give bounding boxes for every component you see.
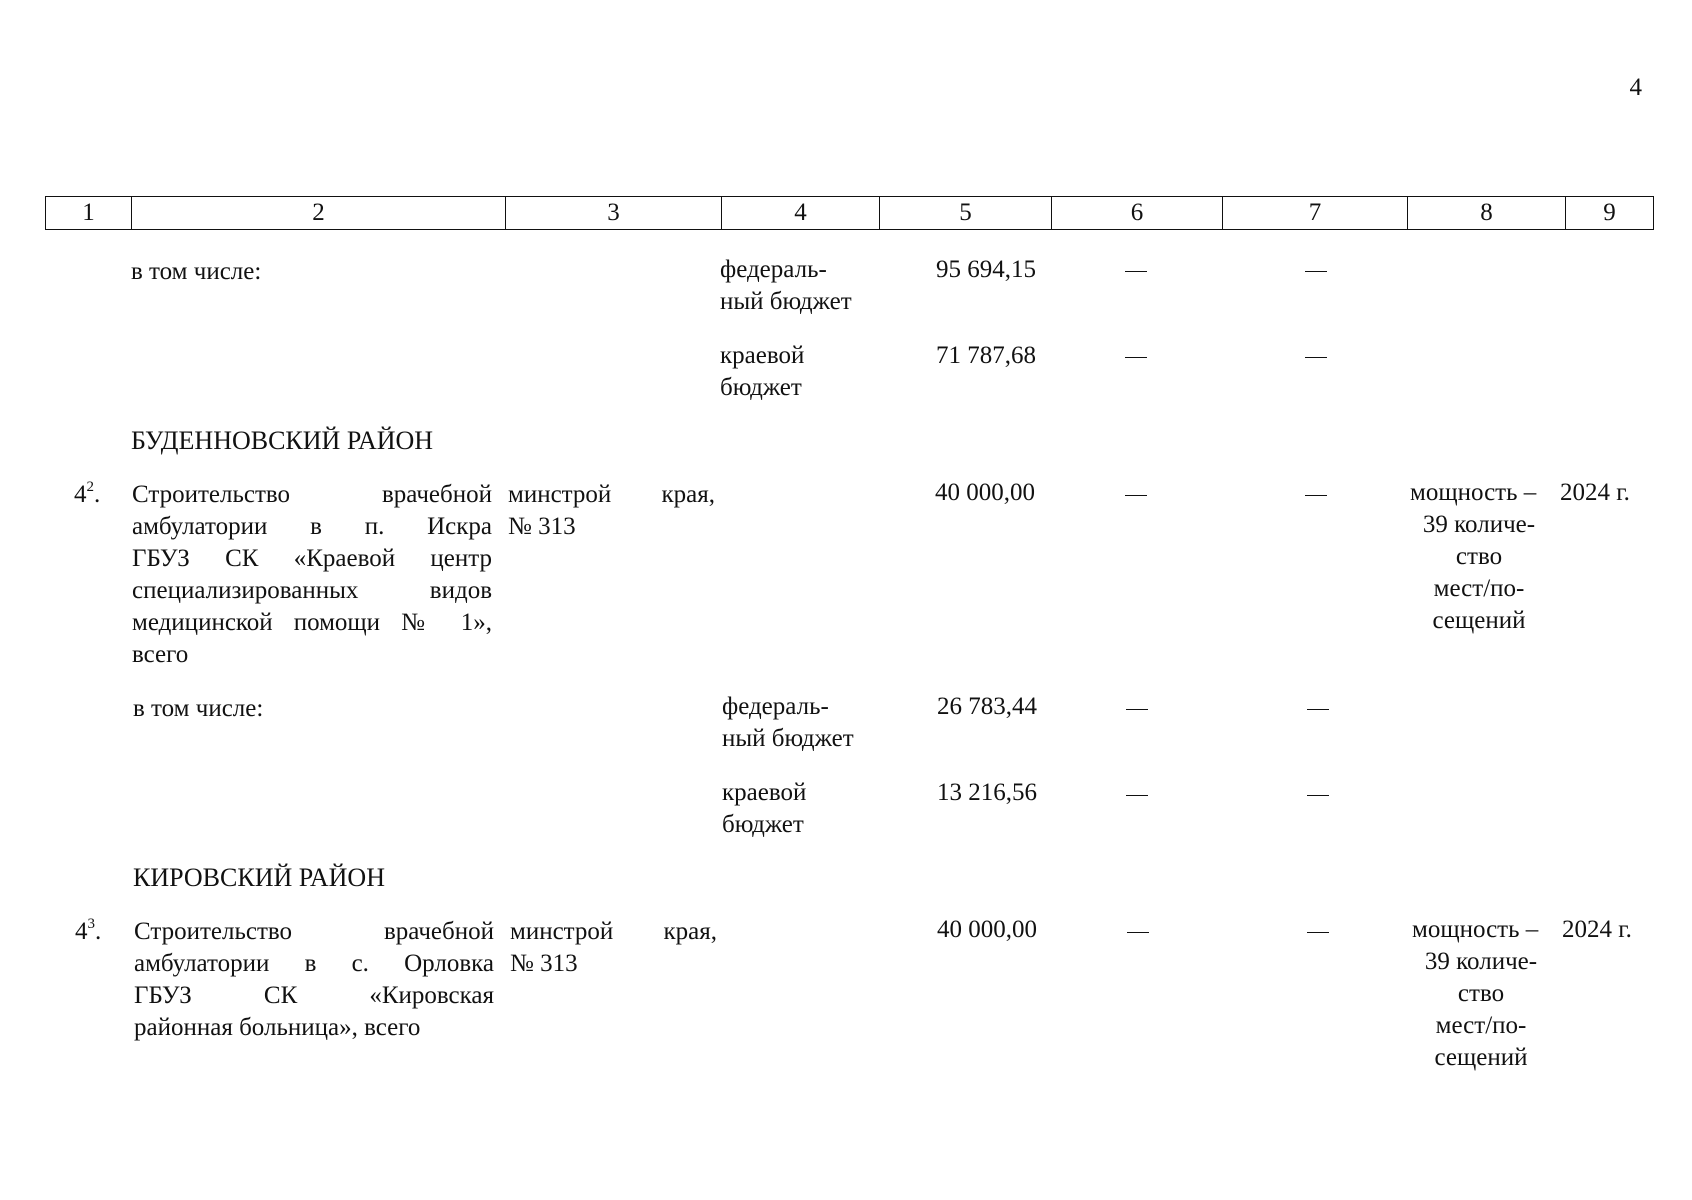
description-line: ГБУЗ СК «Кировская xyxy=(134,982,494,1009)
district-heading: БУДЕННОВСКИЙ РАЙОН xyxy=(131,426,434,455)
regional-budget-label-line1: краевой xyxy=(722,779,807,806)
federal-budget-label-line2: ный бюджет xyxy=(722,725,854,752)
col-header-4: 4 xyxy=(722,197,880,230)
customer-line: минстрой края, xyxy=(510,918,717,945)
dash-col6 xyxy=(1125,271,1147,272)
capacity-line: 39 количе- xyxy=(1422,511,1536,538)
customer-line: № 313 xyxy=(508,513,576,540)
customer-line: № 313 xyxy=(510,950,578,977)
district-heading: КИРОВСКИЙ РАЙОН xyxy=(133,863,385,892)
row-number-dot: . xyxy=(95,918,102,945)
federal-budget-label-line1: федераль- xyxy=(720,256,827,283)
dash-col7 xyxy=(1305,495,1327,496)
customer-line: минстрой края, xyxy=(508,481,715,508)
description-line: амбулатории в с. Орловка xyxy=(134,950,494,977)
dash-col7 xyxy=(1305,357,1327,358)
page-number: 4 xyxy=(1629,74,1642,101)
dash-col6 xyxy=(1125,357,1147,358)
dash-col7 xyxy=(1305,271,1327,272)
row-number-superscript: 2 xyxy=(86,478,94,495)
commissioning-year: 2024 г. xyxy=(1560,479,1630,506)
col-header-5: 5 xyxy=(880,197,1052,230)
dash-col6 xyxy=(1127,932,1149,933)
col-header-2: 2 xyxy=(132,197,506,230)
capacity-line: мощность – xyxy=(1410,479,1537,506)
federal-budget-label-line2: ный бюджет xyxy=(720,288,852,315)
capacity-line: ство xyxy=(1457,980,1505,1007)
dash-col6 xyxy=(1126,795,1148,796)
regional-budget-value: 13 216,56 xyxy=(937,779,1037,806)
description-line: Строительство врачебной xyxy=(134,918,494,945)
row-number-dot: . xyxy=(94,481,101,508)
row-number-main: 4 xyxy=(75,918,88,945)
regional-budget-label-line2: бюджет xyxy=(720,374,802,401)
capacity-line: 39 количе- xyxy=(1424,948,1538,975)
col-header-9: 9 xyxy=(1566,197,1654,230)
total-value: 40 000,00 xyxy=(935,479,1035,506)
column-number-header xyxy=(45,196,1654,230)
federal-budget-label-line1: федераль- xyxy=(722,693,829,720)
description-line: Строительство врачебной xyxy=(132,481,492,508)
total-value: 40 000,00 xyxy=(937,916,1037,943)
col-header-3: 3 xyxy=(506,197,722,230)
federal-budget-label xyxy=(720,254,852,318)
capacity-line: мест/по- xyxy=(1435,1012,1527,1039)
description-line: всего xyxy=(132,641,189,668)
dash-col6 xyxy=(1125,495,1147,496)
description-line: амбулатории в п. Искра xyxy=(132,513,492,540)
dash-col7 xyxy=(1307,709,1329,710)
capacity-line: мест/по- xyxy=(1433,575,1525,602)
commissioning-year: 2024 г. xyxy=(1562,916,1632,943)
col-header-1: 1 xyxy=(46,197,132,230)
col-header-8: 8 xyxy=(1408,197,1566,230)
including-label: в том числе: xyxy=(131,258,262,285)
including-label: в том числе: xyxy=(133,695,264,722)
federal-budget-value: 95 694,15 xyxy=(936,256,1036,283)
description-line: ГБУЗ СК «Краевой центр xyxy=(132,545,492,572)
regional-budget-label xyxy=(722,777,806,841)
regional-budget-label-line1: краевой xyxy=(720,342,805,369)
col-header-7: 7 xyxy=(1223,197,1408,230)
col-header-6: 6 xyxy=(1052,197,1223,230)
capacity-line: сещений xyxy=(1432,607,1526,634)
dash-col7 xyxy=(1307,932,1329,933)
row-number xyxy=(74,479,100,511)
capacity-line: сещений xyxy=(1434,1044,1528,1071)
description-line: медицинской помощи № 1», xyxy=(132,609,492,636)
regional-budget-label xyxy=(720,340,804,404)
capacity-line: мощность – xyxy=(1412,916,1539,943)
description-line: районная больница», всего xyxy=(134,1014,421,1041)
federal-budget-label xyxy=(722,691,854,755)
row-number-superscript: 3 xyxy=(87,915,95,932)
row-number-main: 4 xyxy=(74,481,87,508)
regional-budget-value: 71 787,68 xyxy=(936,342,1036,369)
federal-budget-value: 26 783,44 xyxy=(937,693,1037,720)
dash-col6 xyxy=(1126,709,1148,710)
regional-budget-label-line2: бюджет xyxy=(722,811,804,838)
capacity-line: ство xyxy=(1455,543,1503,570)
description-line: специализированных видов xyxy=(132,577,492,604)
row-number xyxy=(75,916,101,948)
dash-col7 xyxy=(1307,795,1329,796)
